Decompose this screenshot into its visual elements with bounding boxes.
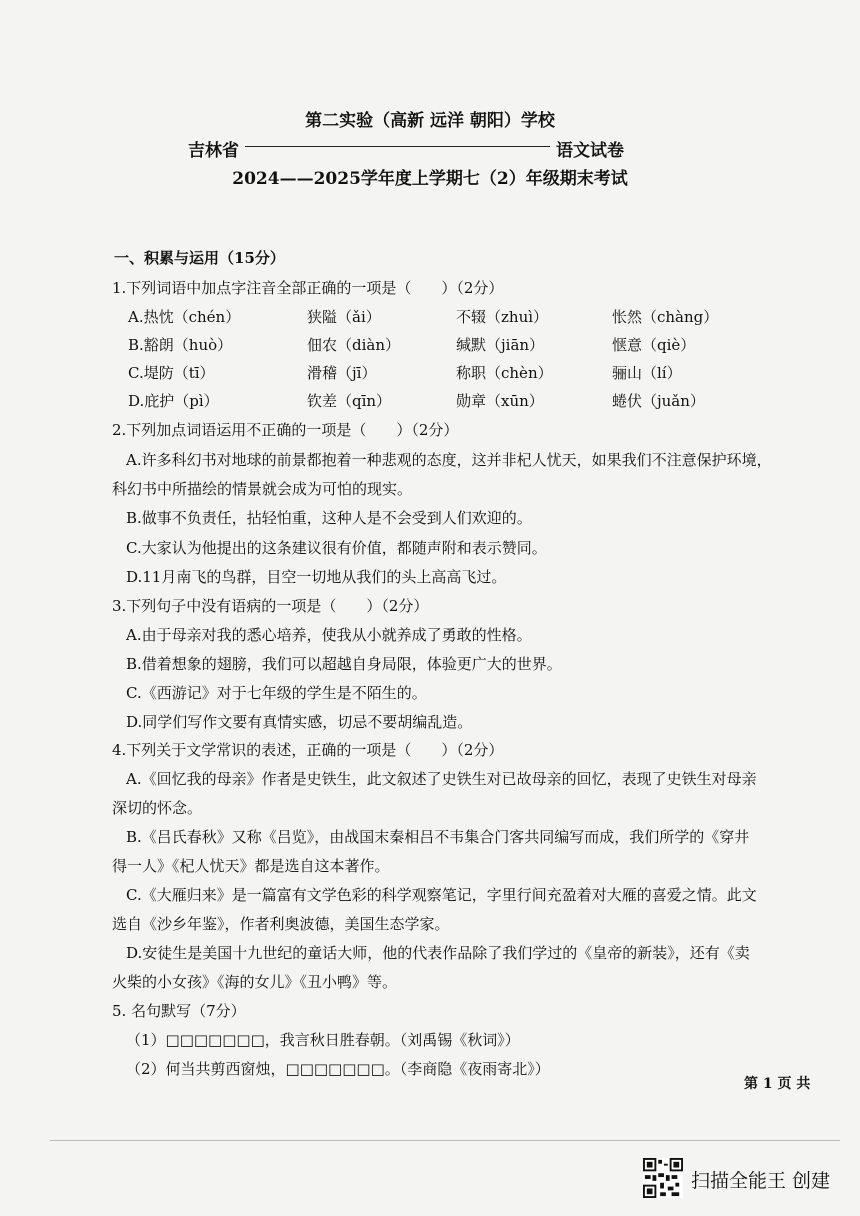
q2-option-b: B.做事不负责任，拈轻怕重，这种人是不会受到人们欢迎的。 bbox=[126, 509, 532, 527]
q4-option-b-cont: 得一人》《杞人忧天》都是选自这本著作。 bbox=[112, 857, 390, 875]
q5-line-2: （2）何当共剪西窗烛，□□□□□□□。（李商隐《夜雨寄北》） bbox=[126, 1060, 550, 1078]
question-4-stem: 4.下列关于文学常识的表述，正确的一项是（ ）（2分） bbox=[112, 741, 504, 759]
section-title: 一、积累与运用（15分） bbox=[114, 249, 285, 267]
q1-option: B.豁朗（huò） bbox=[128, 336, 233, 354]
q1-option: 骊山（lí） bbox=[612, 364, 682, 382]
page-number: 第 1 页 共 bbox=[744, 1076, 811, 1092]
scanner-watermark bbox=[643, 1158, 843, 1202]
q3-option-c: C.《西游记》对于七年级的学生是不陌生的。 bbox=[126, 684, 427, 702]
q1-option: 惬意（qiè） bbox=[612, 336, 696, 354]
q4-option-d: D.安徒生是美国十九世纪的童话大师，他的代表作品除了我们学过的《皇帝的新装》，还有《卖 bbox=[126, 944, 750, 962]
q1-option: 蜷伏（juǎn） bbox=[612, 392, 705, 410]
q5-line-1: （1）□□□□□□□，我言秋日胜春朝。（刘禹锡《秋词》） bbox=[126, 1031, 520, 1049]
q1-option: 缄默（jiān） bbox=[456, 336, 545, 354]
q1-option: C.堤防（tī） bbox=[128, 364, 215, 382]
q4-option-d-cont: 火柴的小女孩》《海的女儿》《丑小鸭》等。 bbox=[112, 973, 398, 991]
q2-option-d: D.11月南飞的鸟群，目空一切地从我们的头上高高飞过。 bbox=[126, 568, 507, 586]
q1-option: D.庇护（pì） bbox=[128, 392, 219, 410]
q2-option-a-cont: 科幻书中所描绘的情景就会成为可怕的现实。 bbox=[112, 480, 413, 498]
q1-option: 怅然（chàng） bbox=[612, 308, 719, 326]
question-5-stem: 5. 名句默写（7分） bbox=[112, 1002, 246, 1020]
q4-option-c-cont: 选自《沙乡年鉴》，作者利奥波德，美国生态学家。 bbox=[112, 915, 450, 933]
question-2-stem: 2.下列加点词语运用不正确的一项是（ ）（2分） bbox=[112, 421, 459, 439]
school-title: 第二实验（高新 远洋 朝阳）学校 bbox=[305, 111, 555, 131]
q1-option: 钦差（qīn） bbox=[307, 392, 392, 410]
q4-option-a: A.《回忆我的母亲》作者是史铁生，此文叙述了史铁生对已故母亲的回忆，表现了史铁生对母亲 bbox=[126, 770, 757, 788]
q1-option: 滑稽（jī） bbox=[307, 364, 377, 382]
question-3-stem: 3.下列句子中没有语病的一项是（ ）（2分） bbox=[112, 597, 429, 615]
q4-option-a-cont: 深切的怀念。 bbox=[112, 799, 203, 817]
q3-option-a: A.由于母亲对我的悉心培养，使我从小就养成了勇敢的性格。 bbox=[126, 626, 532, 644]
q2-option-c: C.大家认为他提出的这条建议很有价值，都随声附和表示赞同。 bbox=[126, 539, 547, 557]
q2-option-a: A.许多科幻书对地球的前景都抱着一种悲观的态度，这并非杞人忧天，如果我们不注意保护环境， bbox=[126, 451, 772, 469]
page-bottom-edge bbox=[50, 1140, 840, 1141]
q4-option-c: C.《大雁归来》是一篇富有文学色彩的科学观察笔记，字里行间充盈着对大雁的喜爱之情。此文 bbox=[126, 886, 757, 904]
exam-term: 2024——2025学年度上学期七（2）年级期末考试 bbox=[232, 169, 628, 189]
q1-option: 狭隘（ǎi） bbox=[307, 308, 381, 326]
q1-option: 勋章（xūn） bbox=[456, 392, 544, 410]
title-blank-line bbox=[245, 146, 550, 147]
q1-option: 不辍（zhuì） bbox=[456, 308, 549, 326]
scanner-label: 扫描全能王 创建 bbox=[691, 1170, 831, 1192]
exam-subject: 语文试卷 bbox=[556, 141, 624, 161]
q3-option-b: B.借着想象的翅膀，我们可以超越自身局限，体验更广大的世界。 bbox=[126, 655, 562, 673]
province-label: 吉林省 bbox=[188, 141, 239, 161]
q1-option: 称职（chèn） bbox=[456, 364, 553, 382]
q3-option-d: D.同学们写作文要有真情实感，切忌不要胡编乱造。 bbox=[126, 713, 473, 731]
q4-option-b: B.《吕氏春秋》又称《吕览》，由战国末秦相吕不韦集合门客共同编写而成，我们所学的《穿井 bbox=[126, 828, 750, 846]
q1-option: 佃农（diàn） bbox=[307, 336, 401, 354]
question-1-stem: 1.下列词语中加点字注音全部正确的一项是（ ）（2分） bbox=[112, 279, 504, 297]
q1-option: A.热忱（chén） bbox=[128, 308, 241, 326]
qr-code-icon bbox=[643, 1158, 683, 1198]
